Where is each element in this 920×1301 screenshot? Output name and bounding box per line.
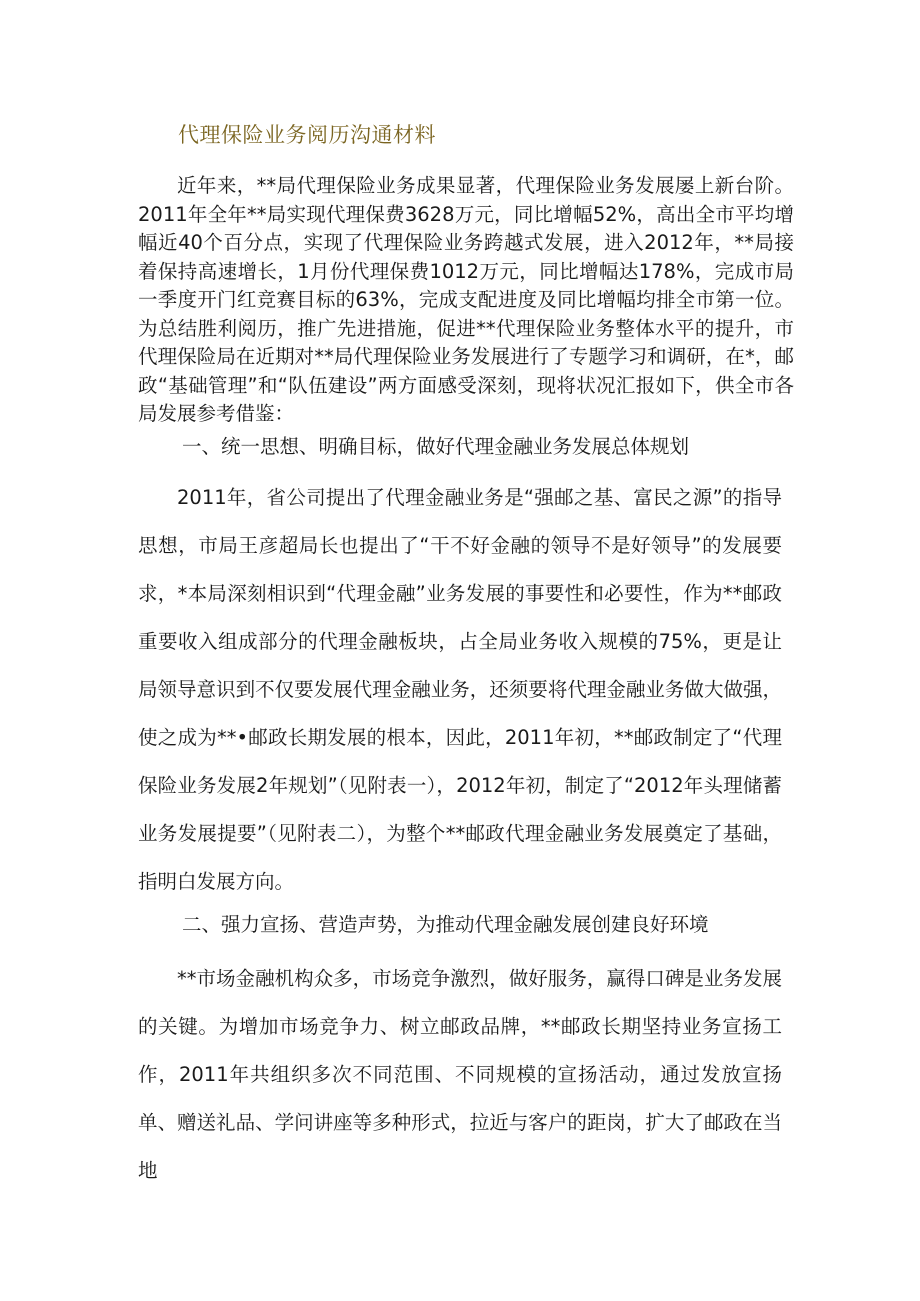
section-1-heading: 一、统一思想、明确目标，做好代理金融业务发展总体规划 bbox=[182, 435, 690, 458]
document-title: 代理保险业务阅历沟通材料 bbox=[178, 123, 436, 147]
section-2-paragraph: **市场金融机构众多，市场竞争激烈，做好服务，赢得口碑是业务发展的关键。为增加市场竞争力、树立邮政品牌，**邮政长期坚持业务宣扬工作，2011年共组织多次不同范围、不同规模的宣扬活动，通过发放宣扬单、赠送礼品、学问讲座等多种形式，拉近与客户的距岗，扩大了邮政在当地 bbox=[138, 967, 782, 1182]
intro-paragraph: 近年来，**局代理保险业务成果显著，代理保险业务发展屡上新台阶。2011年全年**局实现代理保费3628万元，同比增幅52%，高出全市平均增幅近40个百分点，实现了代理保险业务跨越式发展，进入2012年，**局接着保持高速增长，1月份代理保费1012万元，同比增幅达178%，完成市局一季度开门红竞赛目标的63%，完成支配进度及同比增幅均排全市第一位。为总结胜利阅历，推广先进措施，促进**代理保险业务整体水平的提升，市代理保险局在近期对**局代理保险业务发展进行了专题学习和调研，在*，邮政“基础管理”和“队伍建设”两方面感受深刻，现将状况汇报如下，供全市各局发展参考借鉴： bbox=[138, 174, 794, 425]
section-1-paragraph: 2011年，省公司提出了代理金融业务是“强邮之基、富民之源”的指导思想，市局王彦超局长也提出了“干不好金融的领导不是好领导”的发展要求，*本局深刻相识到“代理金融”业务发展的事要性和必要性，作为**邮政重要收入组成部分的代理金融板块，占全局业务收入规模的75%，更是让局领导意识到不仅要发展代理金融业务，还须要将代理金融业务做大做强，使之成为**•邮政长期发展的根本，因此，2011年初，**邮政制定了“代理保险业务发展2年规划”（见附表一），2012年初，制定了“2012年头理储蓄业务发展提要”（见附表二），为整个**邮政代理金融业务发展奠定了基础，指明白发展方向。 bbox=[138, 486, 782, 893]
section-2-heading: 二、强力宣扬、营造声势，为推动代理金融发展创建良好环境 bbox=[182, 913, 709, 936]
